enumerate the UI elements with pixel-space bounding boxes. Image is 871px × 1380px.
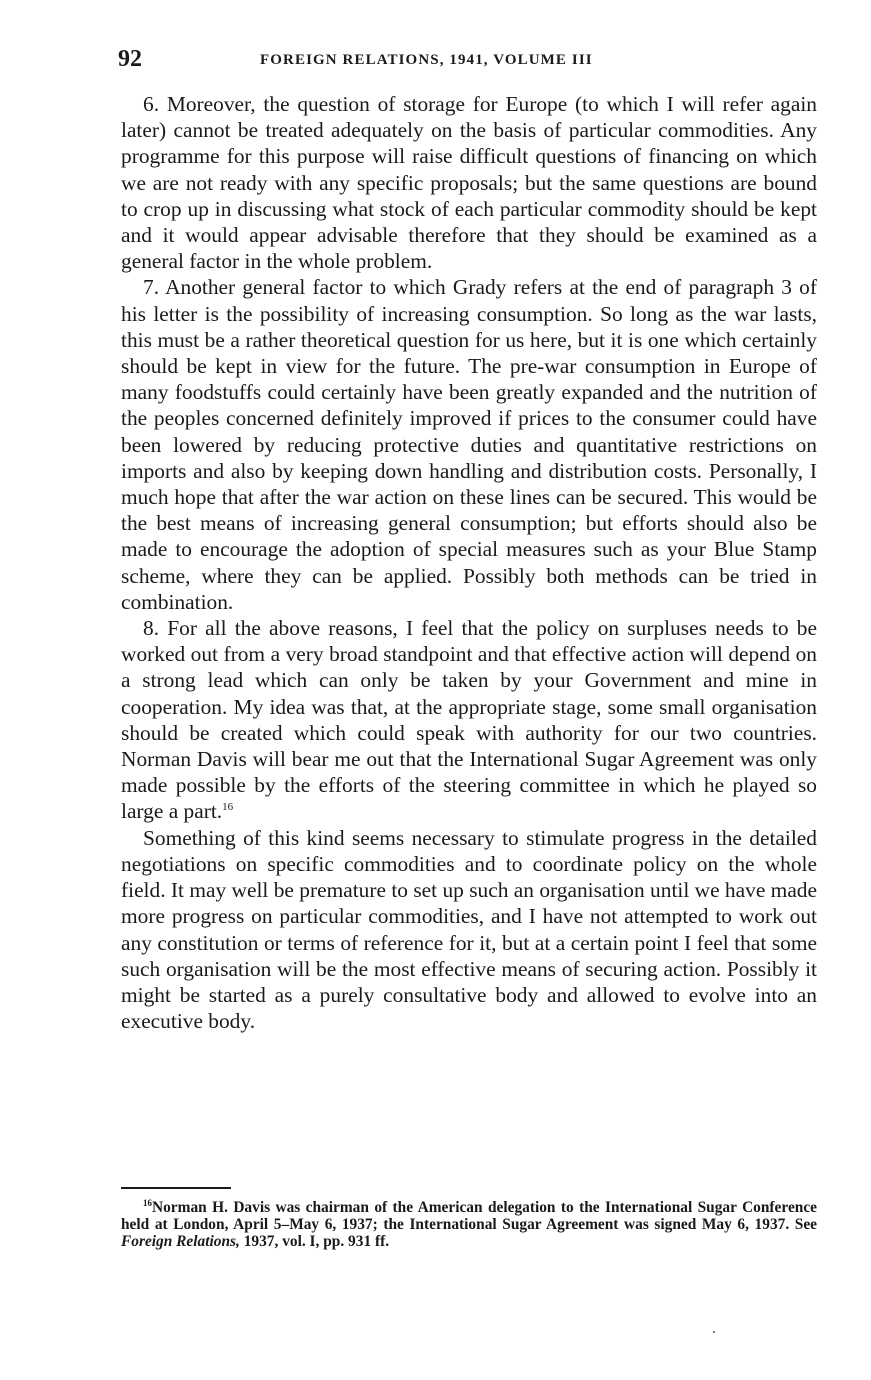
footnote-16 — [121, 1199, 817, 1250]
running-head: FOREIGN RELATIONS, 1941, VOLUME III — [260, 52, 593, 68]
paragraph-continuation: Something of this kind seems necessary to stimulate progress in the detailed negotiations on specific commodities and to coordinate policy on the whole field. It may well be premature to set up such an organisation until we have made more progress on particular commodities, and I have not attempted to work out any constitution or terms of reference for it, but at a certain point I feel that some such organisation will be the most effective means of securing action. Possibly it might be started as a purely consultative body and allowed to evolve into an executive body. — [121, 825, 817, 1034]
footnote-reference: 16 — [222, 801, 234, 814]
footnote-italic-title: Foreign Relations, — [121, 1233, 240, 1250]
paragraph-6: 6. Moreover, the question of storage for Europe (to which I will refer again later) cannot be treated adequately on the basis of particular commodities. Any programme for this purpose will raise difficult questions of financing on which we are not ready with any specific proposals; but the same questions are bound to crop up in discussing what stock of each particular commodity should be kept and it would appear advisable therefore that they should be examined as a general factor in the whole problem. — [121, 92, 817, 274]
footnote-divider — [121, 1187, 231, 1189]
paragraph-8-text: 8. For all the above reasons, I feel that the policy on surpluses needs to be worked out from a very broad standpoint and that effective action will depend on a strong lead which can only be taken by your Government and mine in cooperation. My idea was that, at the appropriate stage, some small organisation should be created which could speak with authority for our two countries. Norman Davis will bear me out that the International Sugar Agreement was only made possible by the efforts of the steering committee in which he played so large a part. — [121, 616, 817, 824]
scan-speck — [713, 1331, 715, 1333]
paragraph-8 — [121, 615, 817, 825]
footnote-text-before: Norman H. Davis was chairman of the American delegation to the International Sugar Conference held at London, April 5–May 6, 1937; the International Sugar Agreement was signed May 6, 1937. See — [121, 1199, 817, 1233]
body-text — [121, 91, 817, 1034]
paragraph-7: 7. Another general factor to which Grady refers at the end of paragraph 3 of his letter is the possibility of increasing consumption. So long as the war lasts, this must be a rather theoretical question for us here, but it is one which certainly should be kept in view for the future. The pre-war consumption in Europe of many foodstuffs could certainly have been greatly expanded and the nutrition of the peoples concerned definitely improved if prices to the consumer could have been lowered by reducing protective duties and quantitative restrictions on imports and also by keeping down handling and distribution costs. Personally, I much hope that after the war action on these lines can be secured. This would be the best means of increasing general consumption; but efforts should also be made to encourage the adoption of special measures such as your Blue Stamp scheme, where they can be applied. Possibly both methods can be tried in combination. — [121, 275, 817, 614]
page-number: 92 — [118, 46, 142, 72]
page-header — [118, 46, 818, 76]
footnote-text-after: 1937, vol. I, pp. 931 ff. — [239, 1233, 390, 1250]
footnote-marker: 16 — [143, 1198, 152, 1208]
